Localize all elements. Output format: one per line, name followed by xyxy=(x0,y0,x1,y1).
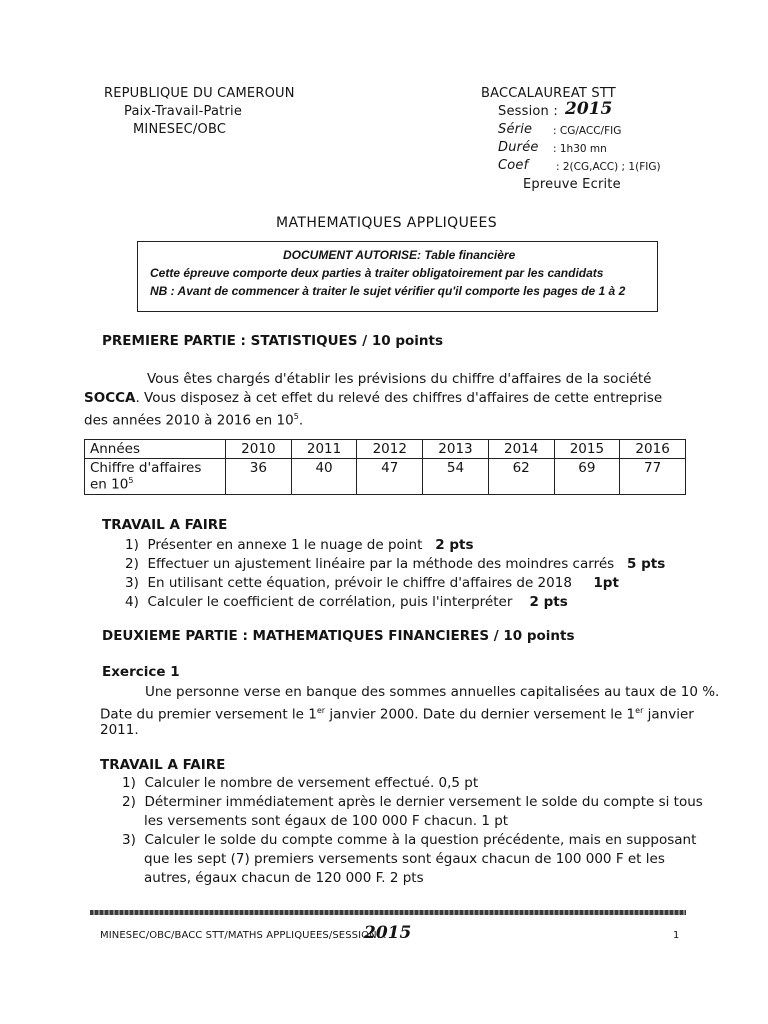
exercise-line2-b: janvier 2000. Date du dernier versement le 1 xyxy=(325,706,636,723)
national-motto: Paix-Travail-Patrie xyxy=(124,104,243,119)
part1-heading: PREMIERE PARTIE : STATISTIQUES / 10 points xyxy=(102,333,443,349)
value-cell: 47 xyxy=(357,459,423,495)
coef-value: : 2(CG,ACC) ; 1(FIG) xyxy=(556,161,661,173)
table-row-revenue xyxy=(85,459,686,495)
ministry-name: MINESEC/OBC xyxy=(133,122,227,137)
part1-intro-line3-end: . xyxy=(298,412,304,429)
task-text: Effectuer un ajustement linéaire par la méthode des moindres carrés xyxy=(147,556,615,572)
task-number: 2) xyxy=(122,794,136,810)
task-number: 3) xyxy=(122,832,136,848)
part1-intro-line2-text: . Vous disposez à cet effet du relevé des chiffres d'affaires de cette entreprise xyxy=(135,390,663,406)
document-title: MATHEMATIQUES APPLIQUEES xyxy=(276,215,498,231)
year-cell: 2014 xyxy=(488,440,554,459)
footer-year-handwritten: 2015 xyxy=(364,923,412,943)
part2-heading: DEUXIEME PARTIE : MATHEMATIQUES FINANCIERES / 10 points xyxy=(102,628,575,644)
year-cell: 2011 xyxy=(291,440,357,459)
task-text: Calculer le coefficient de corrélation, puis l'interpréter xyxy=(147,594,513,610)
duree-label: Durée xyxy=(498,140,539,155)
power-exponent: 5 xyxy=(293,412,299,421)
notice-box xyxy=(137,241,658,312)
list-item xyxy=(122,832,696,848)
task-points: 1pt xyxy=(593,575,619,591)
notice-document-value: Table financière xyxy=(424,248,516,262)
task-text: En utilisant cette équation, prévoir le chiffre d'affaires de 2018 xyxy=(147,575,572,591)
footer-rule xyxy=(90,910,686,915)
footer-text: MINESEC/OBC/BACC STT/MATHS APPLIQUEES/SESSION... xyxy=(100,930,387,941)
row-label-revenue-line2 xyxy=(90,476,220,493)
value-cell: 36 xyxy=(226,459,292,495)
list-item xyxy=(122,775,478,791)
coef-label: Coef xyxy=(498,158,529,173)
session-year-handwritten: 2015 xyxy=(565,99,613,119)
notice-document-label: DOCUMENT AUTORISE: xyxy=(283,248,421,262)
task-continuation: que les sept (7) premiers versements sont égaux chacun de 100 000 F et les xyxy=(144,851,665,867)
value-cell: 62 xyxy=(488,459,554,495)
exam-name: BACCALAUREAT STT xyxy=(481,86,616,101)
year-cell: 2015 xyxy=(554,440,620,459)
part1-intro-line3 xyxy=(84,407,303,431)
task-continuation: les versements sont égaux de 100 000 F chacun. 1 pt xyxy=(144,813,509,829)
value-cell: 40 xyxy=(291,459,357,495)
notice-line-1 xyxy=(283,248,515,262)
part1-travail-heading: TRAVAIL A FAIRE xyxy=(102,517,228,533)
task-text: Déterminer immédiatement après le dernier versement le solde du compte si tous xyxy=(144,794,703,810)
revenue-table xyxy=(84,439,686,495)
task-points: 5 pts xyxy=(627,556,666,572)
country-name: REPUBLIQUE DU CAMEROUN xyxy=(104,86,295,101)
list-item xyxy=(122,794,703,810)
year-cell: 2013 xyxy=(423,440,489,459)
session-label: Session : xyxy=(498,104,558,119)
task-text: Présenter en annexe 1 le nuage de point xyxy=(147,537,423,553)
year-cell: 2016 xyxy=(620,440,686,459)
value-cell: 54 xyxy=(423,459,489,495)
list-item xyxy=(125,537,474,553)
row-label-revenue xyxy=(85,459,226,495)
exercise-line2 xyxy=(100,701,694,725)
duree-value: : 1h30 mn xyxy=(553,143,607,155)
list-item xyxy=(125,594,568,610)
task-text: Calculer le nombre de versement effectué. 0,5 pt xyxy=(144,775,479,791)
task-text: Calculer le solde du compte comme à la question précédente, mais en supposant xyxy=(144,832,697,848)
ordinal-sup: er xyxy=(635,706,644,715)
row-label-unit: en 10 xyxy=(90,476,129,493)
notice-line-2: Cette épreuve comporte deux parties à traiter obligatoirement par les candidats xyxy=(150,266,604,280)
page-number: 1 xyxy=(673,930,680,941)
exercise-line3: 2011. xyxy=(100,722,139,738)
task-points: 2 pts xyxy=(529,594,568,610)
value-cell: 69 xyxy=(554,459,620,495)
year-cell: 2010 xyxy=(226,440,292,459)
task-number: 2) xyxy=(125,556,139,572)
task-number: 1) xyxy=(122,775,136,791)
task-continuation: autres, égaux chacun de 120 000 F. 2 pts xyxy=(144,870,424,886)
ordinal-sup: er xyxy=(316,706,326,715)
notice-line-3: NB : Avant de commencer à traiter le sujet vérifier qu'il comporte les pages de 1 à 2 xyxy=(150,284,626,298)
task-number: 4) xyxy=(125,594,139,610)
row-label-revenue-line1: Chiffre d'affaires xyxy=(90,460,202,476)
row-label-years: Années xyxy=(85,440,226,459)
exercise-line2-a: Date du premier versement le 1 xyxy=(100,706,317,723)
epreuve-type: Epreuve Ecrite xyxy=(523,177,621,192)
exercise-line1: Une personne verse en banque des sommes annuelles capitalisées au taux de 10 %. xyxy=(145,684,720,700)
table-row-years xyxy=(85,440,686,459)
task-number: 3) xyxy=(125,575,139,591)
exercise-line2-c: janvier xyxy=(643,706,694,723)
company-name: SOCCA xyxy=(84,390,136,406)
part1-intro-line2 xyxy=(84,388,662,408)
row-label-exponent: 5 xyxy=(128,476,134,485)
value-cell: 77 xyxy=(620,459,686,495)
list-item xyxy=(125,556,665,572)
serie-value: : CG/ACC/FIG xyxy=(553,125,622,137)
list-item xyxy=(125,575,619,591)
task-points: 2 pts xyxy=(435,537,474,553)
task-number: 1) xyxy=(125,537,139,553)
exercise-title: Exercice 1 xyxy=(102,664,180,680)
part1-intro-line3-text: des années 2010 à 2016 en 10 xyxy=(84,412,294,429)
part2-travail-heading: TRAVAIL A FAIRE xyxy=(100,757,226,773)
year-cell: 2012 xyxy=(357,440,423,459)
part1-intro-line1: Vous êtes chargés d'établir les prévisions du chiffre d'affaires de la société xyxy=(147,371,652,387)
serie-label: Série xyxy=(498,122,533,137)
